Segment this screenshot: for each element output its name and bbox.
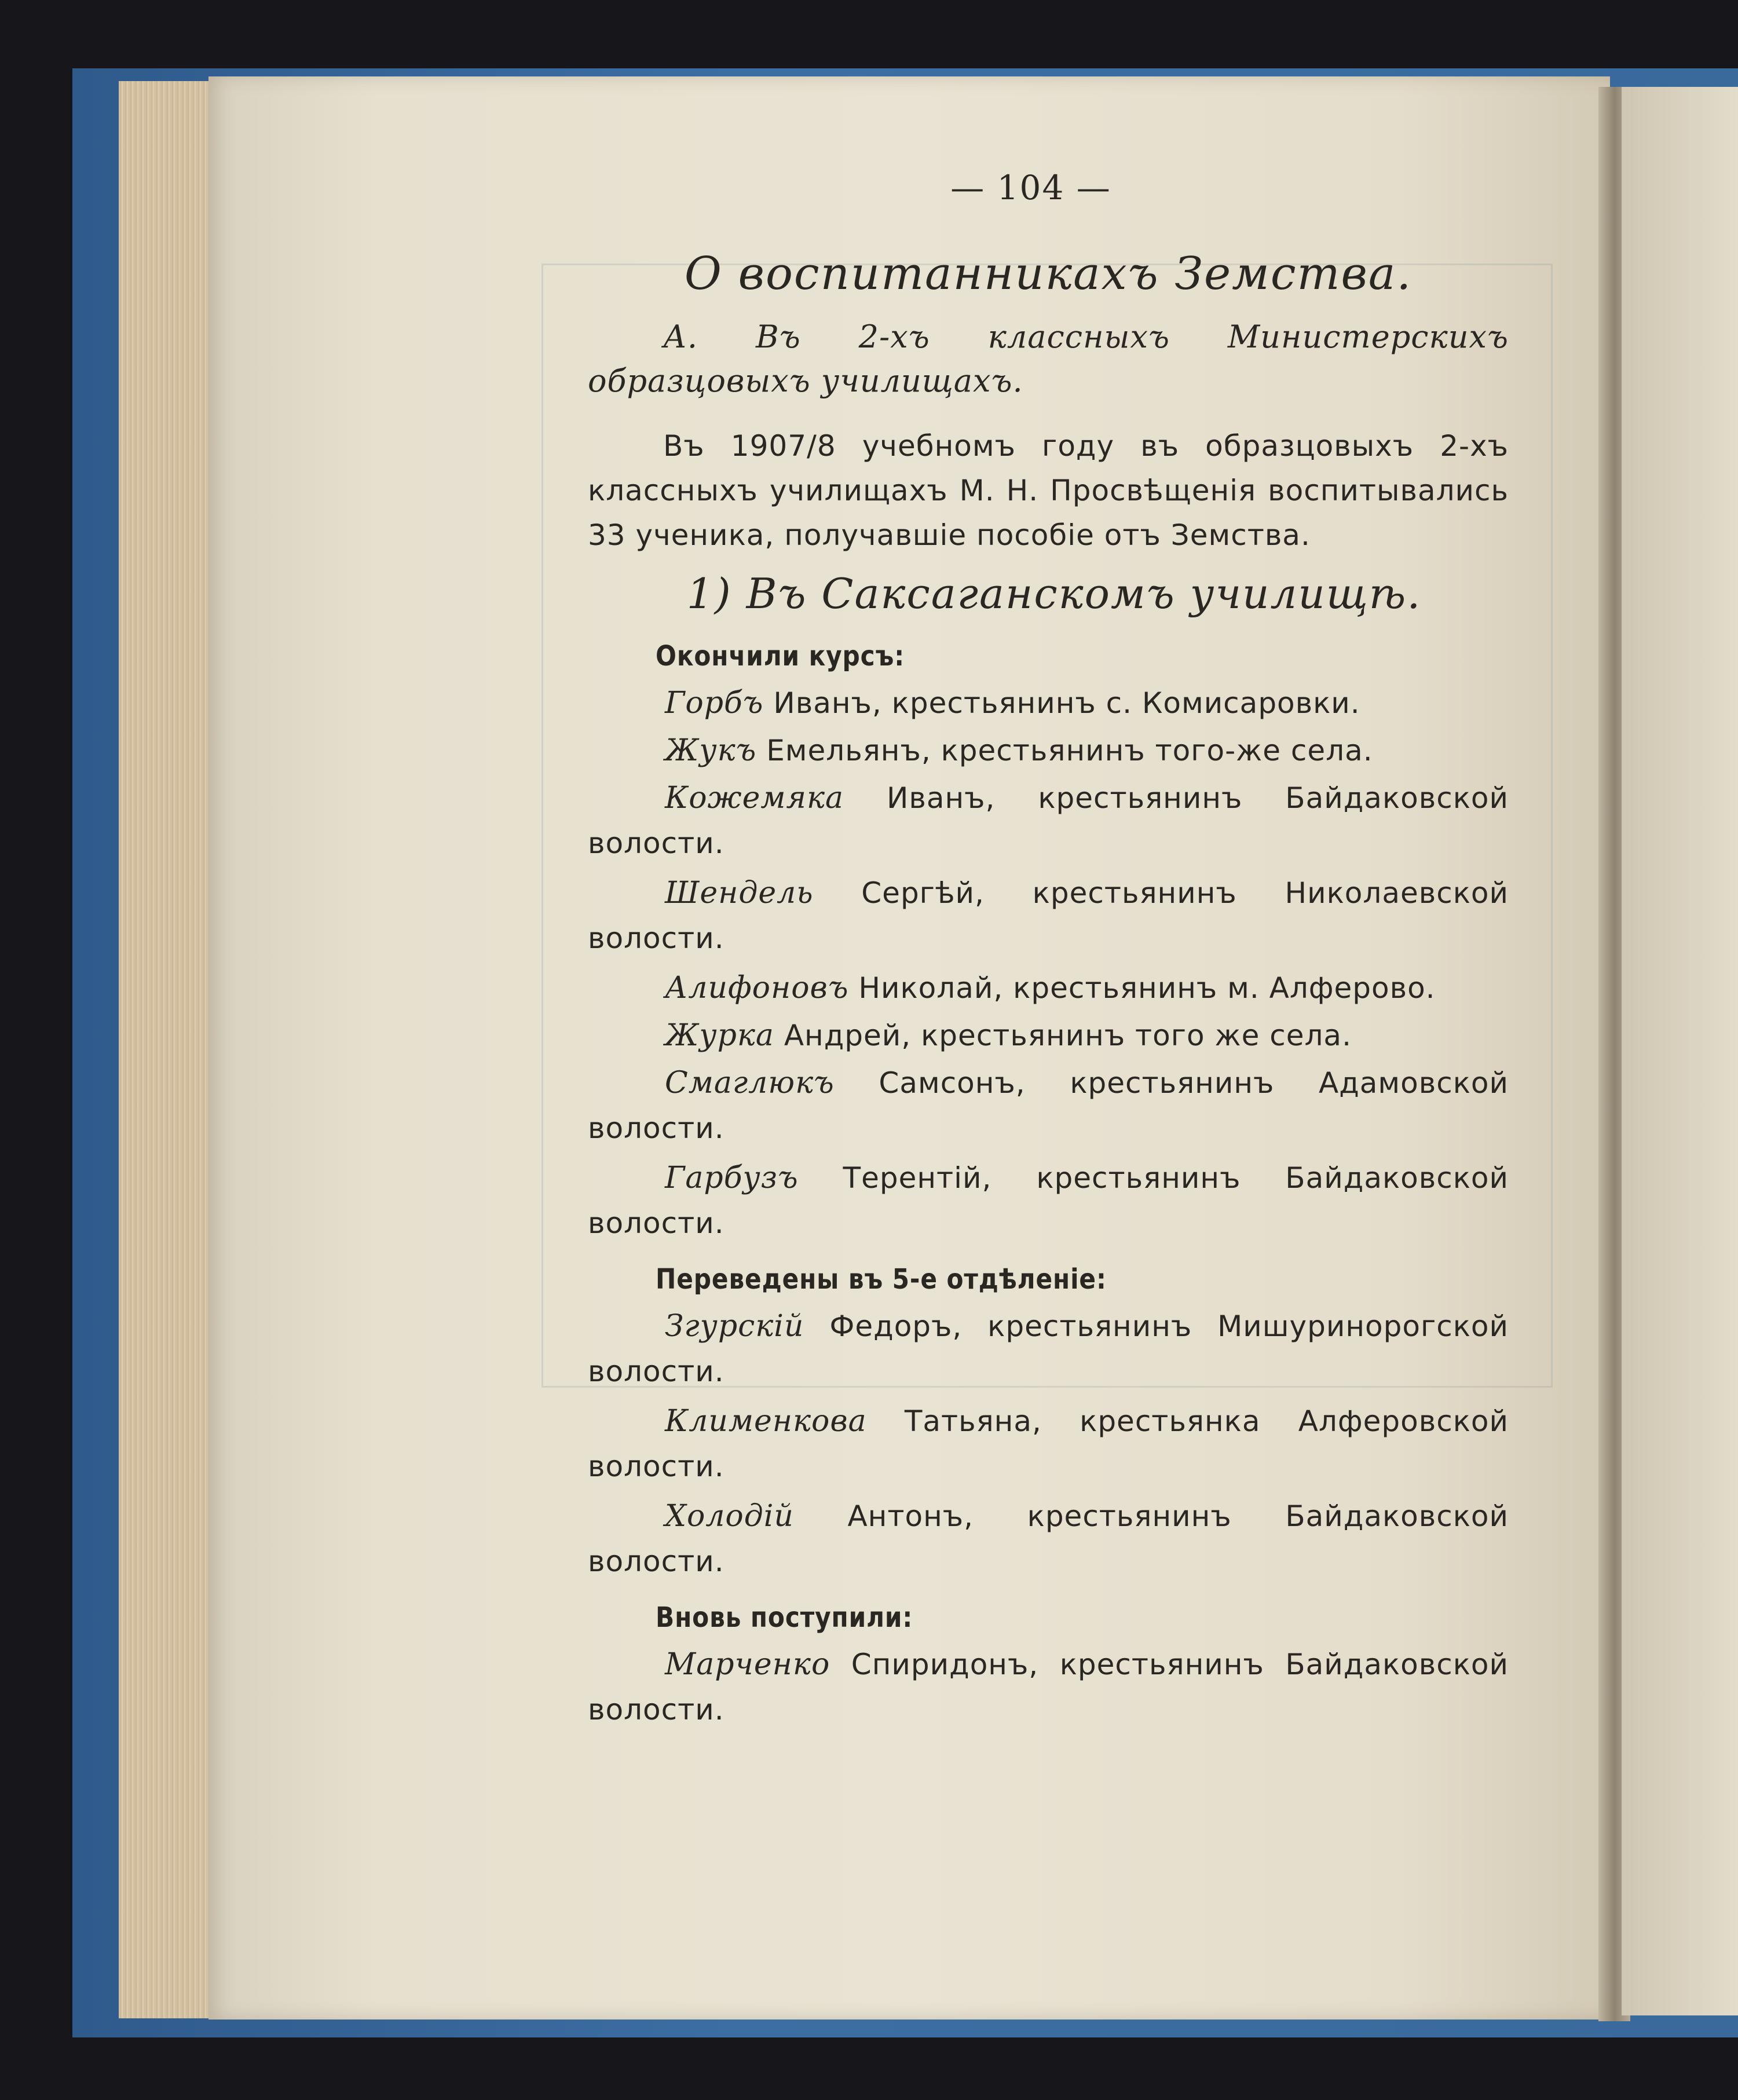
student-details: Иванъ, крестьянинъ Байдаковской волости. (588, 781, 1509, 860)
student-details: Андрей, крестьянинъ того же села. (784, 1019, 1352, 1052)
page-content (588, 168, 1509, 1737)
student-entry (588, 1304, 1509, 1394)
student-surname: Згурскій (665, 1309, 804, 1344)
student-details: Николай, крестьянинъ м. Алферово. (858, 971, 1436, 1005)
section-heading-new-admissions: Вновь поступили: (656, 1601, 913, 1634)
section-heading-graduated: Окончили курсъ: (656, 640, 905, 672)
page-number: — 104 — (950, 168, 1111, 207)
student-surname: Горбъ (665, 686, 764, 720)
student-entry (588, 1642, 1509, 1732)
student-details: Татьяна, крестьянка Алферовской волости. (588, 1404, 1509, 1483)
student-details: Федоръ, крестьянинъ Мишуринорогской волости. (588, 1309, 1509, 1388)
student-surname: Жукъ (665, 733, 757, 768)
student-entry (588, 728, 1509, 773)
student-details: Самсонъ, крестьянинъ Адамовской волости. (588, 1066, 1509, 1145)
spacer (588, 1250, 1509, 1258)
next-page-edge (1622, 87, 1738, 2015)
student-surname: Гарбузъ (665, 1161, 799, 1195)
student-surname: Смаглюкъ (665, 1066, 835, 1100)
student-entry (588, 870, 1509, 961)
student-surname: Журка (665, 1018, 774, 1053)
student-details: Спиридонъ, крестьянинъ Байдаковской волости. (588, 1648, 1509, 1726)
student-entry (588, 1155, 1509, 1246)
student-details: Антонъ, крестьянинъ Байдаковской волости. (588, 1499, 1509, 1578)
student-entry (588, 1060, 1509, 1151)
student-surname: Шендель (665, 876, 814, 910)
page-title: О воспитанникахъ Земства. (684, 248, 1413, 300)
section-heading-promoted: Переведены въ 5-е отдѣленіе: (656, 1263, 1107, 1296)
student-surname: Кожемяка (665, 781, 844, 815)
student-entry (588, 1494, 1509, 1584)
student-entry (588, 775, 1509, 866)
student-entry (588, 965, 1509, 1011)
intro-paragraph: Въ 1907/8 учебномъ году въ образцовыхъ 2-хъ классныхъ училищахъ М. Н. Просвѣщенія воспитывались 33 ученика, получавшіе пособіе отъ Земства. (588, 429, 1509, 552)
student-entry (588, 1013, 1509, 1058)
section-subtitle: А. Въ 2-хъ классныхъ Министерскихъ образцовыхъ училищахъ. (588, 319, 1509, 399)
student-surname: Холодій (665, 1499, 794, 1534)
student-entry (588, 681, 1509, 726)
school-heading: 1) Въ Саксаганскомъ училищѣ. (686, 569, 1422, 618)
student-details: Емельянъ, крестьянинъ того-же села. (766, 734, 1373, 767)
student-details: Иванъ, крестьянинъ с. Комисаровки. (773, 686, 1360, 720)
spacer (588, 1589, 1509, 1597)
student-surname: Алифоновъ (665, 971, 849, 1005)
student-surname: Марченко (665, 1647, 830, 1682)
student-details: Терентій, крестьянинъ Байдаковской волости. (588, 1161, 1509, 1240)
student-surname: Клименкова (665, 1404, 867, 1439)
student-entry (588, 1399, 1509, 1489)
student-details: Сергѣй, крестьянинъ Николаевской волости. (588, 876, 1509, 955)
